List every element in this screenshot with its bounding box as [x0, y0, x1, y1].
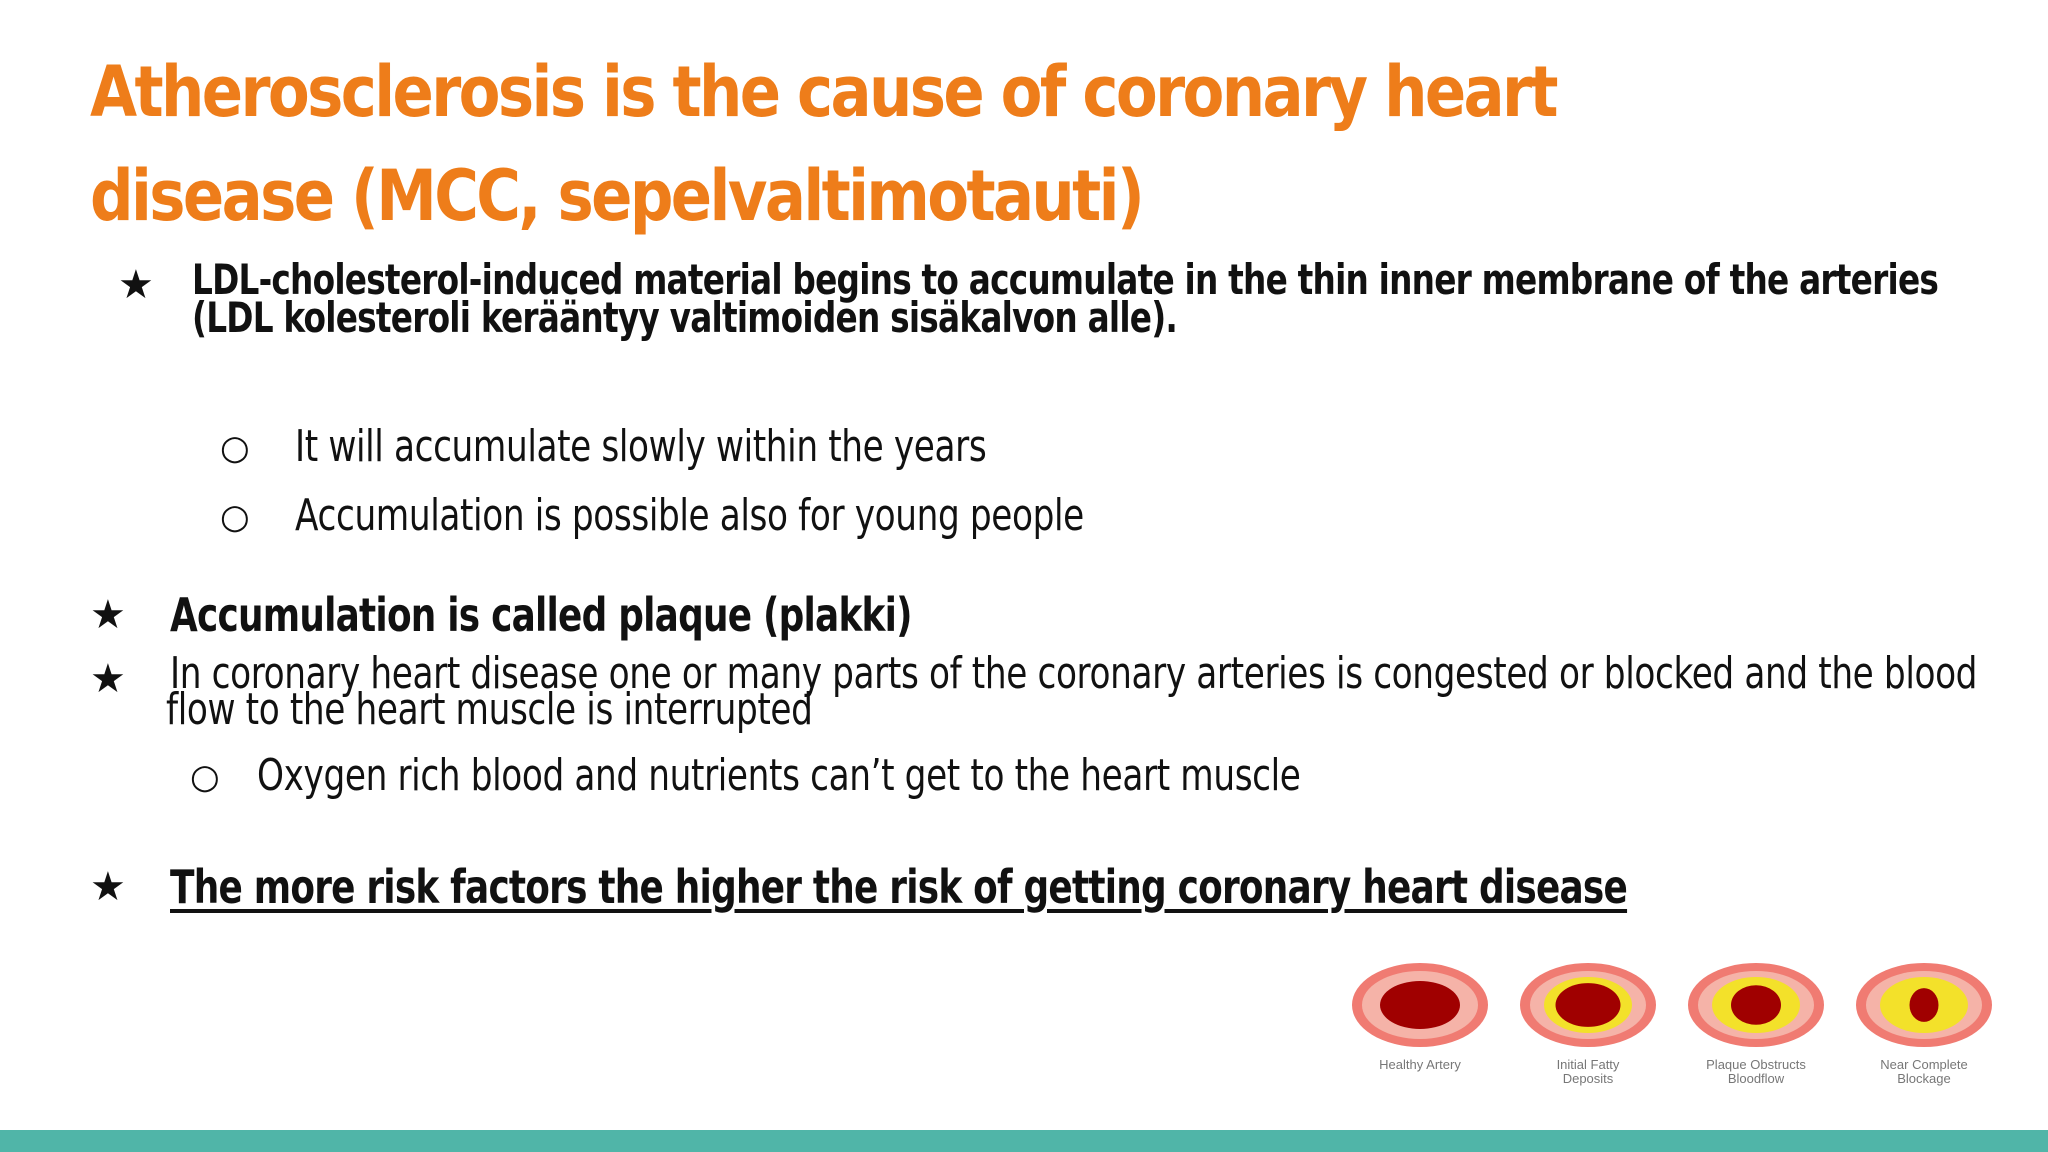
artery-stage-label — [1676, 1058, 1836, 1086]
circle-bullet-icon: ○ — [220, 497, 250, 537]
bullet-1-sub-1: It will accumulate slowly within the years — [295, 421, 987, 472]
bullet-3-line-1: In coronary heart disease one or many parts of the coronary arteries is congested or blocked and the blood — [170, 648, 1978, 699]
artery-stage-label-line-1: Plaque Obstructs — [1706, 1057, 1806, 1072]
bullet-1-line-1: LDL-cholesterol-induced material begins to accumulate in the thin inner membrane of the arteries — [192, 255, 1939, 304]
bullet-2: Accumulation is called plaque (plakki) — [170, 588, 912, 642]
artery-cross-section — [1686, 960, 1826, 1050]
artery-stage-label — [1340, 1058, 1500, 1072]
artery-stages-illustration — [1350, 960, 2010, 1110]
artery-stage-label — [1508, 1058, 1668, 1086]
artery-stage-label-line-2: Deposits — [1562, 1071, 1614, 1086]
artery-lumen — [1731, 985, 1781, 1025]
artery-cross-section — [1350, 960, 1490, 1050]
star-bullet-icon: ★ — [118, 262, 154, 308]
star-bullet-icon: ★ — [90, 864, 126, 910]
artery-stage-label — [1844, 1058, 2004, 1086]
star-bullet-icon: ★ — [90, 656, 126, 702]
circle-bullet-icon: ○ — [220, 428, 250, 468]
bullet-1-sub-2: Accumulation is possible also for young people — [295, 490, 1084, 541]
artery-stage-label-line-2: Bloodflow — [1727, 1071, 1785, 1086]
artery-stage-label-line-1: Healthy Artery — [1379, 1057, 1461, 1072]
artery-lumen — [1910, 988, 1939, 1022]
artery-stage-label-line-1: Initial Fatty — [1556, 1057, 1620, 1072]
star-bullet-icon: ★ — [90, 592, 126, 638]
bullet-3-line-2: flow to the heart muscle is interrupted — [166, 684, 813, 735]
bullet-1-line-2: (LDL kolesteroli kerääntyy valtimoiden sisäkalvon alle). — [192, 293, 1178, 342]
circle-bullet-icon: ○ — [190, 757, 220, 797]
bottom-accent-bar — [0, 1130, 2048, 1152]
slide-title: Atherosclerosis is the cause of coronary heart disease (MCC, sepelvaltimotauti) — [90, 51, 1556, 237]
artery-cross-section — [1518, 960, 1658, 1050]
bullet-4: The more risk factors the higher the risk of getting coronary heart disease — [170, 860, 1628, 914]
bullet-3-sub: Oxygen rich blood and nutrients can’t get to the heart muscle — [257, 750, 1301, 801]
artery-lumen — [1556, 983, 1621, 1027]
artery-stage-label-line-1: Near Complete — [1880, 1057, 1968, 1072]
artery-lumen — [1380, 981, 1460, 1029]
artery-cross-section — [1854, 960, 1994, 1050]
artery-stage-label-line-2: Blockage — [1897, 1071, 1951, 1086]
